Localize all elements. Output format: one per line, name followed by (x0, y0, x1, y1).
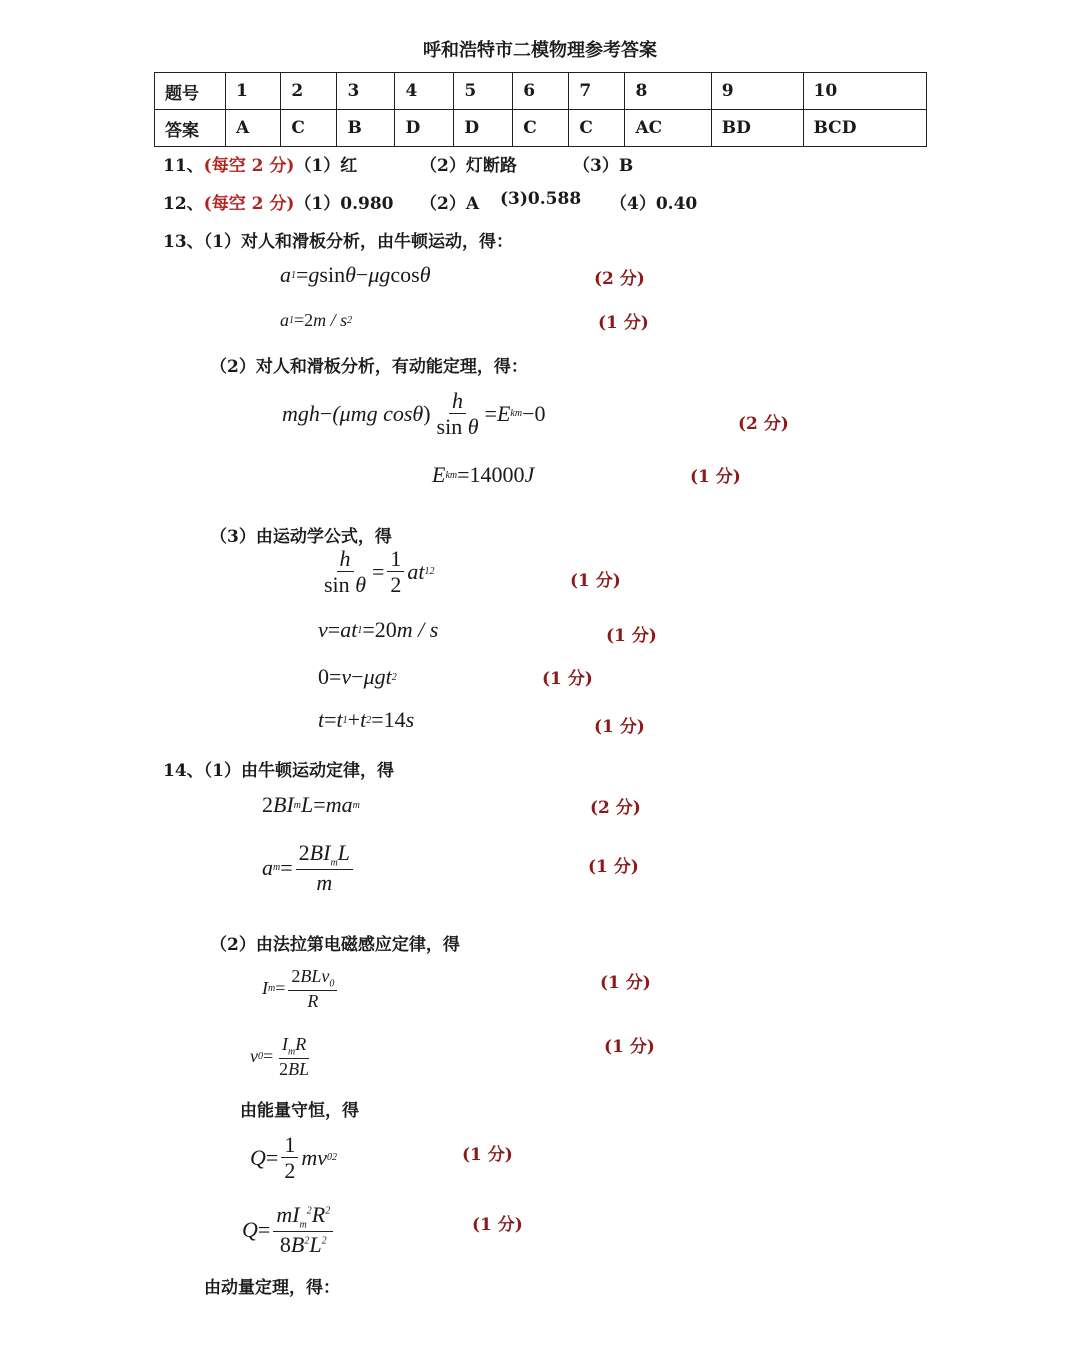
q13-score-2: (1 分) (598, 313, 649, 333)
table-cell: 4 (395, 73, 454, 110)
q13-score-5: (1 分) (570, 571, 621, 591)
q11-answer-2: （2）灯断路 (420, 156, 517, 176)
page-title: 呼和浩特市二模物理参考答案 (423, 40, 657, 61)
q12-answer-2: （2）A (420, 194, 480, 214)
q14-equation-1: 2 B I m L = ma m (262, 792, 360, 817)
q14-score-2: (1 分) (588, 857, 639, 877)
table-cell: C (513, 110, 569, 147)
q13-heading: 13、（1）对人和滑板分析，由牛顿运动，得： (163, 232, 513, 252)
q14-heading: 14、（1）由牛顿运动定律，得 (163, 761, 394, 781)
q14-equation-6: Q = $\frac{mI_m^2R^2}{8B^2L^2}$ (242, 1202, 336, 1257)
table-row (155, 110, 927, 147)
q13-equation-2: a 1 = 2 m / s 2 (280, 310, 353, 330)
q11-line (163, 151, 357, 176)
q14-score-4: (1 分) (604, 1037, 655, 1057)
answer-table (154, 72, 927, 147)
q13-equation-4: E km = 14000 J (432, 462, 535, 487)
q11-answer-3: （3）B (573, 156, 634, 176)
q12-number: 12、 (163, 194, 204, 214)
table-row (155, 73, 927, 110)
table-cell: 8 (625, 73, 711, 110)
q13-equation-3: mgh − (μmg cos θ ) $\frac{h}{\text{sin θ}}$ = E km − 0 (282, 388, 546, 440)
q12-answer-3: (3)0.588 (500, 189, 582, 209)
q13-part-3: （3）由运动学公式，得 (210, 527, 392, 547)
q12-score-note: (每空 2 分) (203, 194, 295, 214)
q14-part-2: （2）由法拉第电磁感应定律，得 (210, 935, 460, 955)
q13-score-1: (2 分) (594, 269, 645, 289)
table-cell: 题号 (155, 73, 226, 110)
table-cell: 6 (513, 73, 569, 110)
table-cell: 2 (281, 73, 337, 110)
fraction: $\frac{1}{2}$ (387, 546, 404, 598)
table-cell: D (454, 110, 513, 147)
table-cell: AC (625, 110, 711, 147)
q13-equation-5: $\frac{h}{\text{sin θ}}$ = $\frac{1}{2}$ at 1 2 (318, 546, 435, 598)
fraction: $\frac{I_mR}{2BL}$ (279, 1034, 310, 1080)
q13-part-2: （2）对人和滑板分析，有动能定理，得： (210, 357, 528, 377)
fraction: $\frac{1}{2}$ (281, 1132, 298, 1184)
table-cell: 9 (711, 73, 803, 110)
fraction: $\frac{h}{\text{sin θ}}$ (324, 546, 366, 598)
fraction: $\frac{h}{\text{sin θ}}$ (436, 388, 479, 440)
q14-equation-2: a m = $\frac{2BI_mL}{m}$ (262, 840, 356, 895)
q13-equation-8: t = t 1 + t 2 = 14 s (318, 707, 415, 732)
fraction: $\frac{mI_m^2R^2}{8B^2L^2}$ (273, 1202, 333, 1257)
q13-equation-1: a 1 = g sin θ − μ g cos θ (280, 262, 431, 287)
table-cell: A (226, 110, 281, 147)
q13-score-7: (1 分) (542, 669, 593, 689)
q11-score-note: (每空 2 分) (203, 156, 295, 176)
table-cell: 答案 (155, 110, 226, 147)
table-cell: 5 (454, 73, 513, 110)
q14-equation-3: I m = $\frac{2BLv_0}{R}$ (262, 966, 340, 1012)
q13-score-3: (2 分) (738, 414, 789, 434)
table-cell: C (281, 110, 337, 147)
q14-part-4: 由动量定理，得： (204, 1278, 340, 1298)
q13-score-6: (1 分) (606, 626, 657, 646)
q12-answer-4: （4）0.40 (610, 194, 698, 214)
q14-score-1: (2 分) (590, 798, 641, 818)
table-cell: C (569, 110, 625, 147)
q14-score-5: (1 分) (462, 1145, 513, 1165)
fraction: $\frac{2BLv_0}{R}$ (288, 966, 337, 1012)
q13-score-4: (1 分) (690, 467, 741, 487)
q13-score-8: (1 分) (594, 717, 645, 737)
table-cell: B (337, 110, 395, 147)
q14-equation-5: Q = $\frac{1}{2}$ m v 0 2 (250, 1132, 337, 1184)
table-cell: 3 (337, 73, 395, 110)
q14-score-3: (1 分) (600, 973, 651, 993)
q13-equation-6: v = at 1 = 20 m / s (318, 617, 439, 642)
q13-equation-7: 0 = v − μgt 2 (318, 664, 397, 689)
q12-line (163, 189, 394, 214)
table-cell: 10 (803, 73, 927, 110)
table-cell: 1 (226, 73, 281, 110)
table-cell: D (395, 110, 454, 147)
fraction: $\frac{2BI_mL}{m}$ (296, 840, 353, 895)
table-cell: 7 (569, 73, 625, 110)
q11-answer-1: （1）红 (294, 156, 358, 176)
q14-score-6: (1 分) (472, 1215, 523, 1235)
q14-equation-4: v 0 = $\frac{I_mR}{2BL}$ (250, 1034, 315, 1080)
q11-number: 11、 (163, 156, 204, 176)
table-cell: BD (711, 110, 803, 147)
q14-part-3: 由能量守恒，得 (240, 1101, 359, 1121)
table-cell: BCD (803, 110, 927, 147)
q12-answer-1: （1）0.980 (294, 194, 394, 214)
